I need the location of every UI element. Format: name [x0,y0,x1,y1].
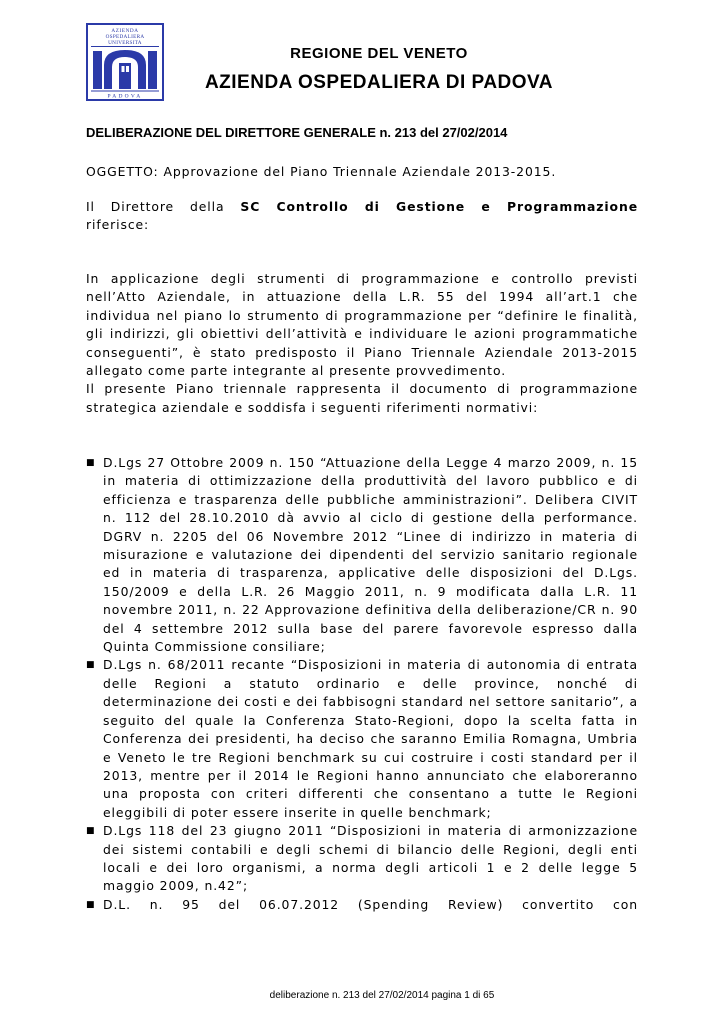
director-intro-prefix: Il Direttore della [86,199,241,214]
svg-text:AZIENDA: AZIENDA [111,28,139,34]
department-name: SC Controllo di Gestione e Programmazione [240,199,638,214]
paragraph: Il presente Piano triennale rappresenta il documento di programmazione strategica aziendale e soddisfa i seguenti riferimenti normativi: [86,381,638,415]
list-item-text: D.L. n. 95 del 06.07.2012 (Spending Review) convertito con [103,896,638,912]
director-intro [86,198,638,235]
legal-references-list [86,454,638,914]
bullet-icon: ■ [86,899,96,910]
director-intro-suffix: riferisce: [86,217,150,233]
svg-text:PADOVA: PADOVA [107,93,143,99]
region-heading: REGIONE DEL VENETO [290,45,468,62]
list-item [86,454,638,656]
svg-text:UNIVERSITA: UNIVERSITA [108,40,142,46]
list-item-text: D.Lgs 118 del 23 giugno 2011 “Disposizioni in materia di armonizzazione dei sistemi contabili e degli schemi di bilancio delle Regioni, degli enti locali e dei loro organismi, a norma degli articoli 1 e 2 delle legge 5 maggio 2009, n.42”; [103,823,638,894]
page-footer: deliberazione n. 213 del 27/02/2014 pagina 1 di 65 [269,990,495,1001]
svg-text:OSPEDALIERA: OSPEDALIERA [105,34,145,40]
bullet-icon: ■ [86,826,96,837]
bullet-icon: ■ [86,660,96,671]
subject-line: OGGETTO: Approvazione del Piano Triennale Aziendale 2013-2015. [86,164,557,179]
hospital-name-heading: AZIENDA OSPEDALIERA DI PADOVA [204,72,554,93]
body-paragraphs [86,270,638,417]
list-item [86,896,638,914]
bullet-icon: ■ [86,458,96,468]
list-item-text: D.Lgs n. 68/2011 recante “Disposizioni in materia di autonomia di entrata delle Regioni a statuto ordinario e delle province, nonché di determinazione dei costi e dei fabbisogni standard nel settore sanitario”, a seguito del quale la Conferenza Stato-Regioni, dopo la scelta fatta in Conferenza dei presidenti, ha deciso che saranno Emilia Romagna, Umbria e Veneto le tre Regioni benchmark su cui costruire i costi standard per il 2013, mentre per il 2014 le Regioni hanno annunciato che elaboreranno una proposta con criteri differenti che consentano a tutte le Regioni eleggibili di poter essere inserite in quelle benchmark; [103,657,638,820]
list-item [86,656,638,822]
paragraph: In applicazione degli strumenti di programmazione e controllo previsti nell’Atto Aziendale, in attuazione della L.R. 55 del 1994 all’art.1 che individua nel piano lo strumento di programmazione per “definire le finalità, gli indirizzi, gli obiettivi dell’attività e individuare le azioni programmatiche conseguenti”, è stato predisposto il Piano Triennale Aziendale 2013-2015 allegato come parte integrante al presente provvedimento. [86,271,638,379]
list-item [86,822,638,896]
deliberation-title: DELIBERAZIONE DEL DIRETTORE GENERALE n. 213 del 27/02/2014 [86,125,508,140]
list-item-text: D.Lgs 27 Ottobre 2009 n. 150 “Attuazione della Legge 4 marzo 2009, n. 15 in materia di ottimizzazione della produttività del lavoro pubblico e di efficienza e trasparenza delle pubbliche amministrazioni”. Delibera CIVIT n. 112 del 28.10.2010 dà avvio al ciclo di gestione della performance. DGRV n. 2205 del 06 Novembre 2012 “Linee di indirizzo in materia di misurazione e valutazione dei dipendenti del servizio sanitario regionale ed in materia di trasparenza, applicative delle disposizioni del D.Lgs. 150/2009 e della L.R. 26 Maggio 2011, n. 9 modificata dalla L.R. 11 novembre 2011, n. 22 Approvazione definitiva della deliberazione/CR n. 90 del 4 settembre 2012 sulla base del parere favorevole espresso dalla Quinta Commissione consiliare; [103,455,638,655]
